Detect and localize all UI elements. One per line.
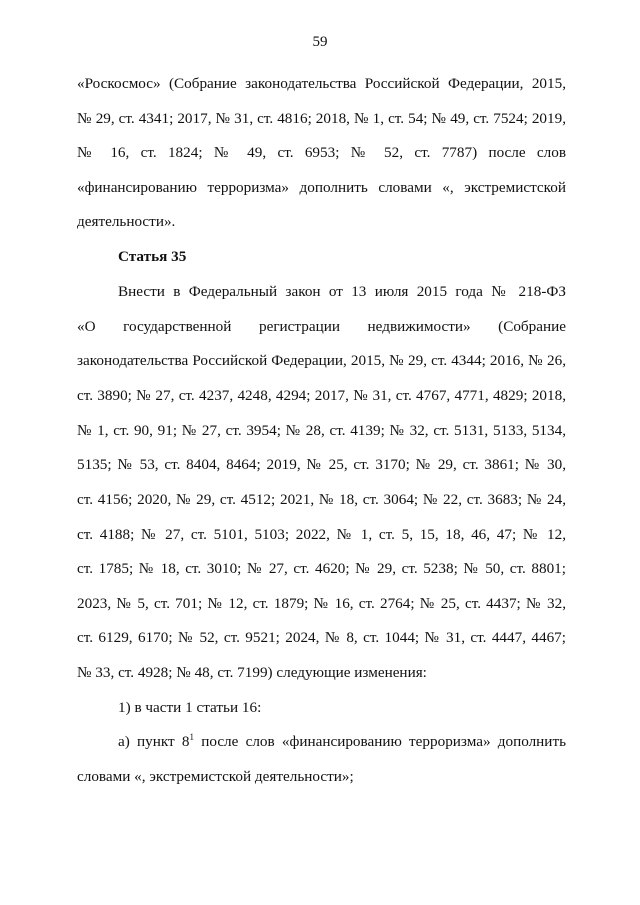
text-line: № 16, ст. 1824; № 49, ст. 6953; № 52, ст. 7787) после слов: [77, 144, 566, 161]
subitem-line: [118, 733, 566, 751]
text-line: № 1, ст. 90, 91; № 27, ст. 3954; № 28, ст. 4139; № 32, ст. 5131, 5133, 5134,: [77, 422, 566, 439]
text-line: 2023, № 5, ст. 701; № 12, ст. 1879; № 16, ст. 2764; № 25, ст. 4437; № 32,: [77, 595, 566, 612]
text-line: ст. 3890; № 27, ст. 4237, 4248, 4294; 2017, № 31, ст. 4767, 4771, 4829; 2018,: [77, 387, 566, 404]
text-line: ст. 4188; № 27, ст. 5101, 5103; 2022, № 1, ст. 5, 15, 18, 46, 47; № 12,: [77, 526, 566, 543]
text-line: ст. 4156; 2020, № 29, ст. 4512; 2021, № 18, ст. 3064; № 22, ст. 3683; № 24,: [77, 491, 566, 508]
text-line: 5135; № 53, ст. 8404, 8464; 2019, № 25, ст. 3170; № 29, ст. 3861; № 30,: [77, 456, 566, 473]
text-line: ст. 1785; № 18, ст. 3010; № 27, ст. 4620; № 29, ст. 5238; № 50, ст. 8801;: [77, 560, 566, 577]
article-heading: Статья 35: [118, 248, 187, 265]
subitem-text: а) пункт 8: [118, 733, 190, 750]
page-number: 59: [312, 34, 328, 50]
text-line: «финансированию терроризма» дополнить словами «, экстремистской: [77, 179, 566, 196]
list-item: 1) в части 1 статьи 16:: [118, 699, 262, 716]
text-line: «О государственной регистрации недвижимости» (Собрание: [77, 318, 566, 335]
text-line: «Роскосмос» (Собрание законодательства Российской Федерации, 2015,: [77, 75, 566, 92]
text-line: деятельности».: [77, 213, 176, 230]
subitem-text: после слов «финансированию терроризма» дополнить: [194, 733, 567, 750]
text-line: № 33, ст. 4928; № 48, ст. 7199) следующие изменения:: [77, 664, 427, 681]
text-line: № 29, ст. 4341; 2017, № 31, ст. 4816; 2018, № 1, ст. 54; № 49, ст. 7524; 2019,: [77, 110, 566, 127]
text-line: словами «, экстремистской деятельности»;: [77, 768, 354, 785]
text-line: ст. 6129, 6170; № 52, ст. 9521; 2024, № 8, ст. 1044; № 31, ст. 4447, 4467;: [77, 629, 566, 646]
text-line: законодательства Российской Федерации, 2015, № 29, ст. 4344; 2016, № 26,: [77, 352, 566, 369]
superscript: 1: [189, 732, 194, 742]
text-line: Внести в Федеральный закон от 13 июля 2015 года № 218-ФЗ: [118, 283, 566, 300]
